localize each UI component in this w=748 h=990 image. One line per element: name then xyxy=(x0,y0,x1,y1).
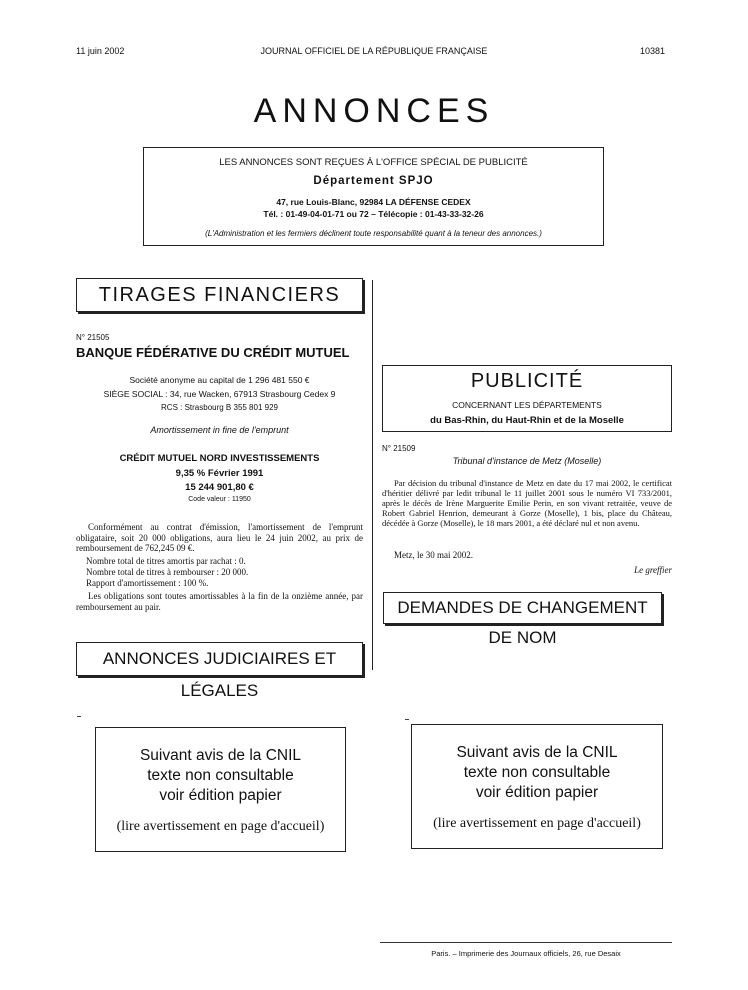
registration-mark xyxy=(405,719,409,720)
header-date: 11 juin 2002 xyxy=(76,46,125,56)
paragraph-decision: Par décision du tribunal d'instance de Metz en date du 17 mai 2002, le certificat d'héritier délivré par ledit tribunal le 11 juillet 2001 sous le numéro VI 733/2001, après le décès de Irène Marguerite Emilie Perin, en son vivant retraitée, veuve de Robert Gabriel Henrion, demeurant à Gorze (Moselle), 1 bis, place du Château, décédée à Gorze (Moselle), le 18 mars 2001, a été déclaré nul et non avenu. xyxy=(382,478,672,528)
header-journal-title: JOURNAL OFFICIEL DE LA RÉPUBLIQUE FRANÇAISE xyxy=(260,46,488,56)
cnil-line-4: (lire avertissement en page d'accueil) xyxy=(433,816,641,831)
line-rapport: Rapport d'amortissement : 100 %. xyxy=(86,578,209,588)
bank-title: BANQUE FÉDÉRATIVE DU CRÉDIT MUTUEL xyxy=(76,345,350,360)
header-page-number: 10381 xyxy=(640,46,666,56)
line-rachat: Nombre total de titres amortis par rachat : 0. xyxy=(86,556,246,566)
cnil-line-3: voir édition papier xyxy=(159,787,282,804)
column-divider xyxy=(372,280,373,670)
cnil-line-2: texte non consultable xyxy=(147,767,294,784)
cnil-notice-left xyxy=(95,727,346,852)
office-address: 47, rue Louis-Blanc, 92984 LA DÉFENSE CEDEX xyxy=(276,197,471,207)
office-info-box xyxy=(143,147,604,246)
publicite-subtitle: CONCERNANT LES DÉPARTEMENTS xyxy=(452,400,602,410)
notice-number-left: N° 21505 xyxy=(76,333,110,342)
tribunal-heading: Tribunal d'instance de Metz (Moselle) xyxy=(452,456,602,466)
cnil-line-1: Suivant avis de la CNIL xyxy=(139,747,302,764)
cnil-notice-right xyxy=(411,724,663,849)
registration-mark xyxy=(77,716,81,717)
cnil-line-1: Suivant avis de la CNIL xyxy=(456,744,618,761)
signature-greffier: Le greffier xyxy=(634,565,672,575)
section-title-tirages: TIRAGES FINANCIERS xyxy=(76,278,363,312)
line-rembourser: Nombre total de titres à rembourser : 20 000. xyxy=(86,567,249,577)
page-title: ANNONCES xyxy=(253,92,495,130)
section-title-demandes: DEMANDES DE CHANGEMENT DE NOM xyxy=(383,592,662,624)
footer-imprint: Paris. – Imprimerie des Journaux officiels, 26, rue Desaix xyxy=(431,949,621,958)
company-siege: SIÈGE SOCIAL : 34, rue Wacken, 67913 Strasbourg Cedex 9 xyxy=(103,389,336,399)
office-line: LES ANNONCES SONT REÇUES À L'OFFICE SPÉCIAL DE PUBLICITÉ xyxy=(219,157,528,168)
footer-rule xyxy=(380,942,672,943)
section-title-judiciaires: ANNONCES JUDICIAIRES ET LÉGALES xyxy=(76,642,363,676)
cnil-line-2: texte non consultable xyxy=(463,764,611,781)
notice-number-right: N° 21509 xyxy=(382,444,416,453)
publicite-title: PUBLICITÉ xyxy=(470,370,584,392)
code-valeur: Code valeur : 11950 xyxy=(188,496,251,503)
cnil-line-4: (lire avertissement en page d'accueil) xyxy=(116,819,325,834)
office-phone: Tél. : 01-49-04-01-71 ou 72 – Télécopie : 01-43-33-32-26 xyxy=(263,209,484,219)
paragraph-obligations: Les obligations sont toutes amortissables à la fin de la onzième année, par remboursement au pair. xyxy=(76,591,363,612)
paragraph-contrat: Conformément au contrat d'émission, l'amortissement de l'emprunt obligataire, soit 20 000 obligations, aura lieu le 24 juin 2002, au prix de remboursement de 762,245 09 €. xyxy=(76,522,363,553)
cnil-line-3: voir édition papier xyxy=(475,784,599,801)
publicite-box xyxy=(382,365,672,432)
emprunt-rate: 9,35 % Février 1991 xyxy=(175,468,264,479)
company-capital: Société anonyme au capital de 1 296 481 550 € xyxy=(129,375,310,385)
emprunt-name: CRÉDIT MUTUEL NORD INVESTISSEMENTS xyxy=(119,453,320,464)
office-disclaimer: (L'Administration et les fermiers déclinent toute responsabilité quant à la teneur des annonces.) xyxy=(205,229,542,238)
company-rcs: RCS : Strasbourg B 355 801 929 xyxy=(161,403,278,412)
publicite-departments: du Bas-Rhin, du Haut-Rhin et de la Moselle xyxy=(430,415,624,426)
amortissement-heading: Amortissement in fine de l'emprunt xyxy=(150,425,289,435)
emprunt-amount: 15 244 901,80 € xyxy=(185,482,254,493)
office-department: Département SPJO xyxy=(313,175,434,187)
date-line: Metz, le 30 mai 2002. xyxy=(394,550,473,560)
